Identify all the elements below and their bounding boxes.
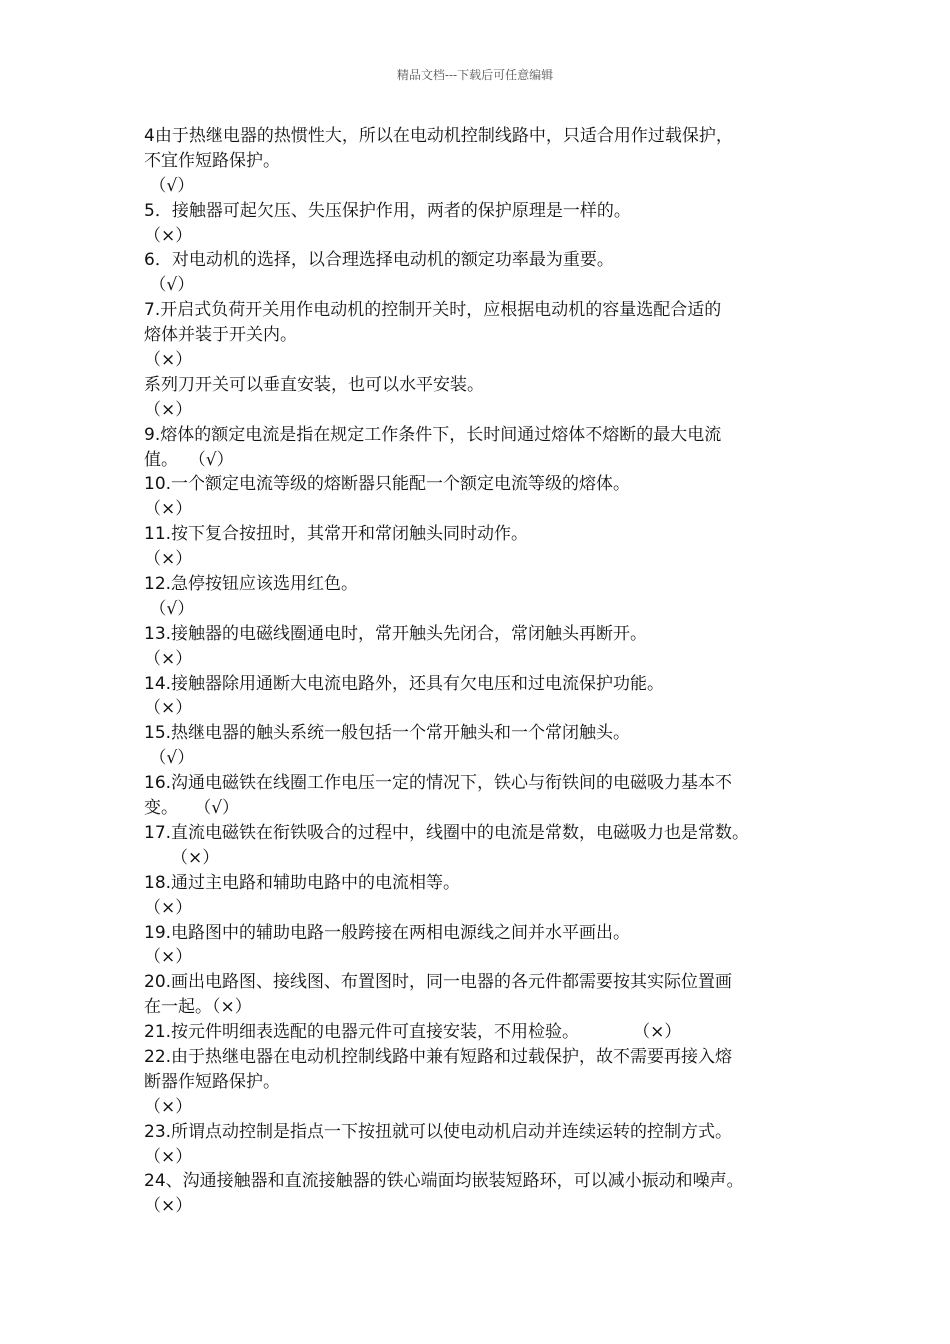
text-line: 变。 （√） xyxy=(144,798,240,819)
text-line: 21.按元件明细表选配的电器元件可直接安装，不用检验。 （×） xyxy=(144,1022,682,1043)
text-line: 15.热继电器的触头系统一般包括一个常开触头和一个常闭触头。 xyxy=(144,723,631,744)
text-line: 值。 （√） xyxy=(144,449,234,470)
text-line: 18.通过主电路和辅助电路中的电流相等。 xyxy=(144,872,461,893)
text-line: 20.画出电路图、接线图、布置图时，同一电器的各元件都需要按其实际位置画 xyxy=(144,972,733,993)
answer-line: （×） xyxy=(144,1196,193,1217)
text-line: 5．接触器可起欠压、失压保护作用，两者的保护原理是一样的。 xyxy=(144,200,631,221)
answer-line: （×） xyxy=(144,1146,193,1167)
text-line: 4由于热继电器的热惯性大，所以在电动机控制线路中，只适合用作过载保护， xyxy=(144,126,733,146)
text-line: 22.由于热继电器在电动机控制线路中兼有短路和过载保护，故不需要再接入熔 xyxy=(144,1046,733,1067)
text-line: 9.熔体的额定电流是指在规定工作条件下，长时间通过熔体不熔断的最大电流 xyxy=(144,424,722,445)
text-line: 7.开启式负荷开关用作电动机的控制开关时，应根据电动机的容量选配合适的 xyxy=(144,300,722,321)
answer-line: （×） xyxy=(144,897,193,918)
text-line: 11.按下复合按扭时，其常开和常闭触头同时动作。 xyxy=(144,524,529,545)
text-line: 13.接触器的电磁线圈通电时，常开触头先闭合，常闭触头再断开。 xyxy=(144,623,648,644)
answer-line: （×） xyxy=(144,225,193,246)
page-header: 精品文档---下载后可任意编辑 xyxy=(396,68,554,82)
text-line: 10.一个额定电流等级的熔断器只能配一个额定电流等级的熔体。 xyxy=(144,474,631,495)
text-line: 熔体并装于开关内。 xyxy=(144,325,297,346)
answer-line: （×） xyxy=(144,499,193,520)
answer-line: （√） xyxy=(144,275,195,296)
question-list xyxy=(144,124,834,1219)
text-line: 23.所谓点动控制是指点一下按扭就可以使电动机启动并连续运转的控制方式。 xyxy=(144,1121,733,1142)
answer-line: （√） xyxy=(144,748,195,769)
text-line: 14.接触器除用通断大电流电路外，还具有欠电压和过电流保护功能。 xyxy=(144,673,665,694)
answer-line: （√） xyxy=(144,175,195,196)
text-line: 在一起。（×） xyxy=(144,997,252,1018)
answer-line: （×） xyxy=(144,847,220,868)
text-line: 系列刀开关可以垂直安装，也可以水平安装。 xyxy=(144,374,484,395)
answer-line: （×） xyxy=(144,648,193,669)
answer-line: （×） xyxy=(144,1096,193,1117)
text-line: 19.电路图中的辅助电路一般跨接在两相电源线之间并水平画出。 xyxy=(144,922,631,943)
text-line: 12.急停按钮应该选用红色。 xyxy=(144,574,359,595)
answer-line: （×） xyxy=(144,350,193,371)
text-line: 断器作短路保护。 xyxy=(144,1071,280,1092)
text-line: 16.沟通电磁铁在线圈工作电压一定的情况下，铁心与衔铁间的电磁吸力基本不 xyxy=(144,773,733,794)
text-line: 24、沟通接触器和直流接触器的铁心端面均嵌装短路环，可以减小振动和噪声。 xyxy=(144,1171,744,1192)
answer-line: （×） xyxy=(144,698,193,719)
answer-line: （×） xyxy=(144,549,193,570)
text-line: 不宜作短路保护。 xyxy=(144,150,280,171)
text-line: 17.直流电磁铁在衔铁吸合的过程中，线圈中的电流是常数，电磁吸力也是常数。 xyxy=(144,822,750,843)
text-line: 6．对电动机的选择，以合理选择电动机的额定功率最为重要。 xyxy=(144,250,614,271)
answer-line: （√） xyxy=(144,598,195,619)
answer-line: （×） xyxy=(144,947,193,968)
answer-line: （×） xyxy=(144,399,193,420)
